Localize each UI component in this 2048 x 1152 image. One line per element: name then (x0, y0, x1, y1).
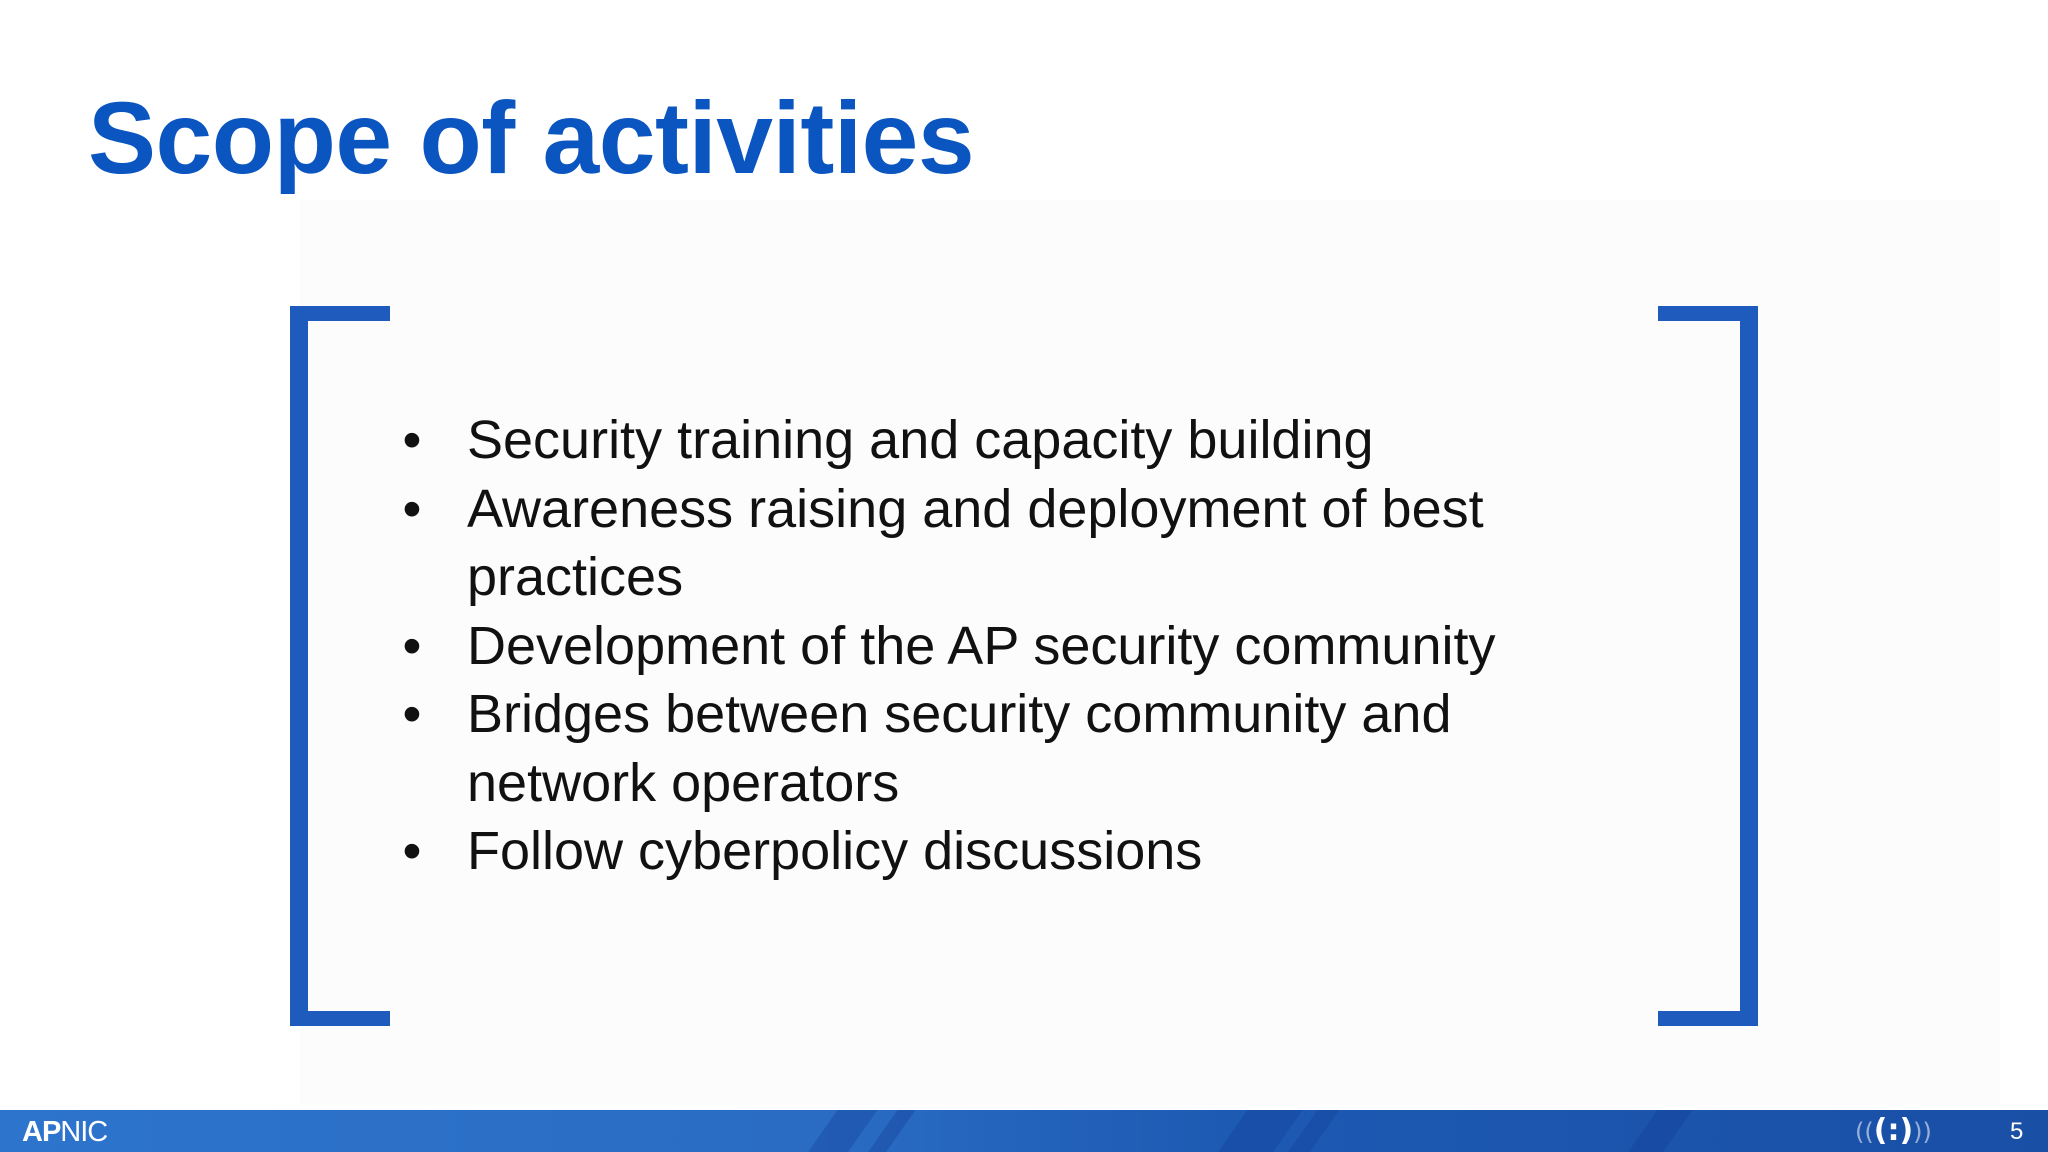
bullet-text: Awareness raising and deployment of best practices (467, 478, 1484, 607)
footer-stripe (1615, 1110, 1699, 1152)
bullet-dot: • (402, 478, 422, 539)
logo-ap-text: AP (22, 1116, 61, 1148)
bullet-text: Follow cyberpolicy discussions (467, 821, 1203, 881)
apnic-logo (22, 1116, 107, 1149)
bullet-list (400, 406, 1600, 886)
bullet-text: Development of the AP security community (467, 615, 1496, 676)
page-number: 5 (2010, 1118, 2024, 1145)
slide-title: Scope of activities (88, 81, 975, 195)
bullet-text: Security training and capacity building (467, 410, 1374, 470)
bullet-item (400, 680, 1600, 817)
bullet-text: Bridges between security community and network operators (467, 684, 1452, 813)
bullet-item (400, 817, 1600, 886)
bullet-item (400, 475, 1600, 612)
bullet-dot: • (402, 410, 422, 470)
footer-bar (0, 1110, 2048, 1152)
left-bracket-decoration (290, 306, 390, 1026)
bullet-dot: • (402, 615, 422, 676)
bullet-dot: • (402, 684, 422, 744)
bullet-dot: • (402, 821, 422, 881)
right-bracket-decoration (1658, 306, 1758, 1026)
bullet-item (400, 406, 1600, 475)
apcert-logo-icon: (((:))) (1855, 1113, 1932, 1148)
logo-nic-text: NIC (60, 1116, 108, 1148)
bullet-item (400, 612, 1600, 681)
